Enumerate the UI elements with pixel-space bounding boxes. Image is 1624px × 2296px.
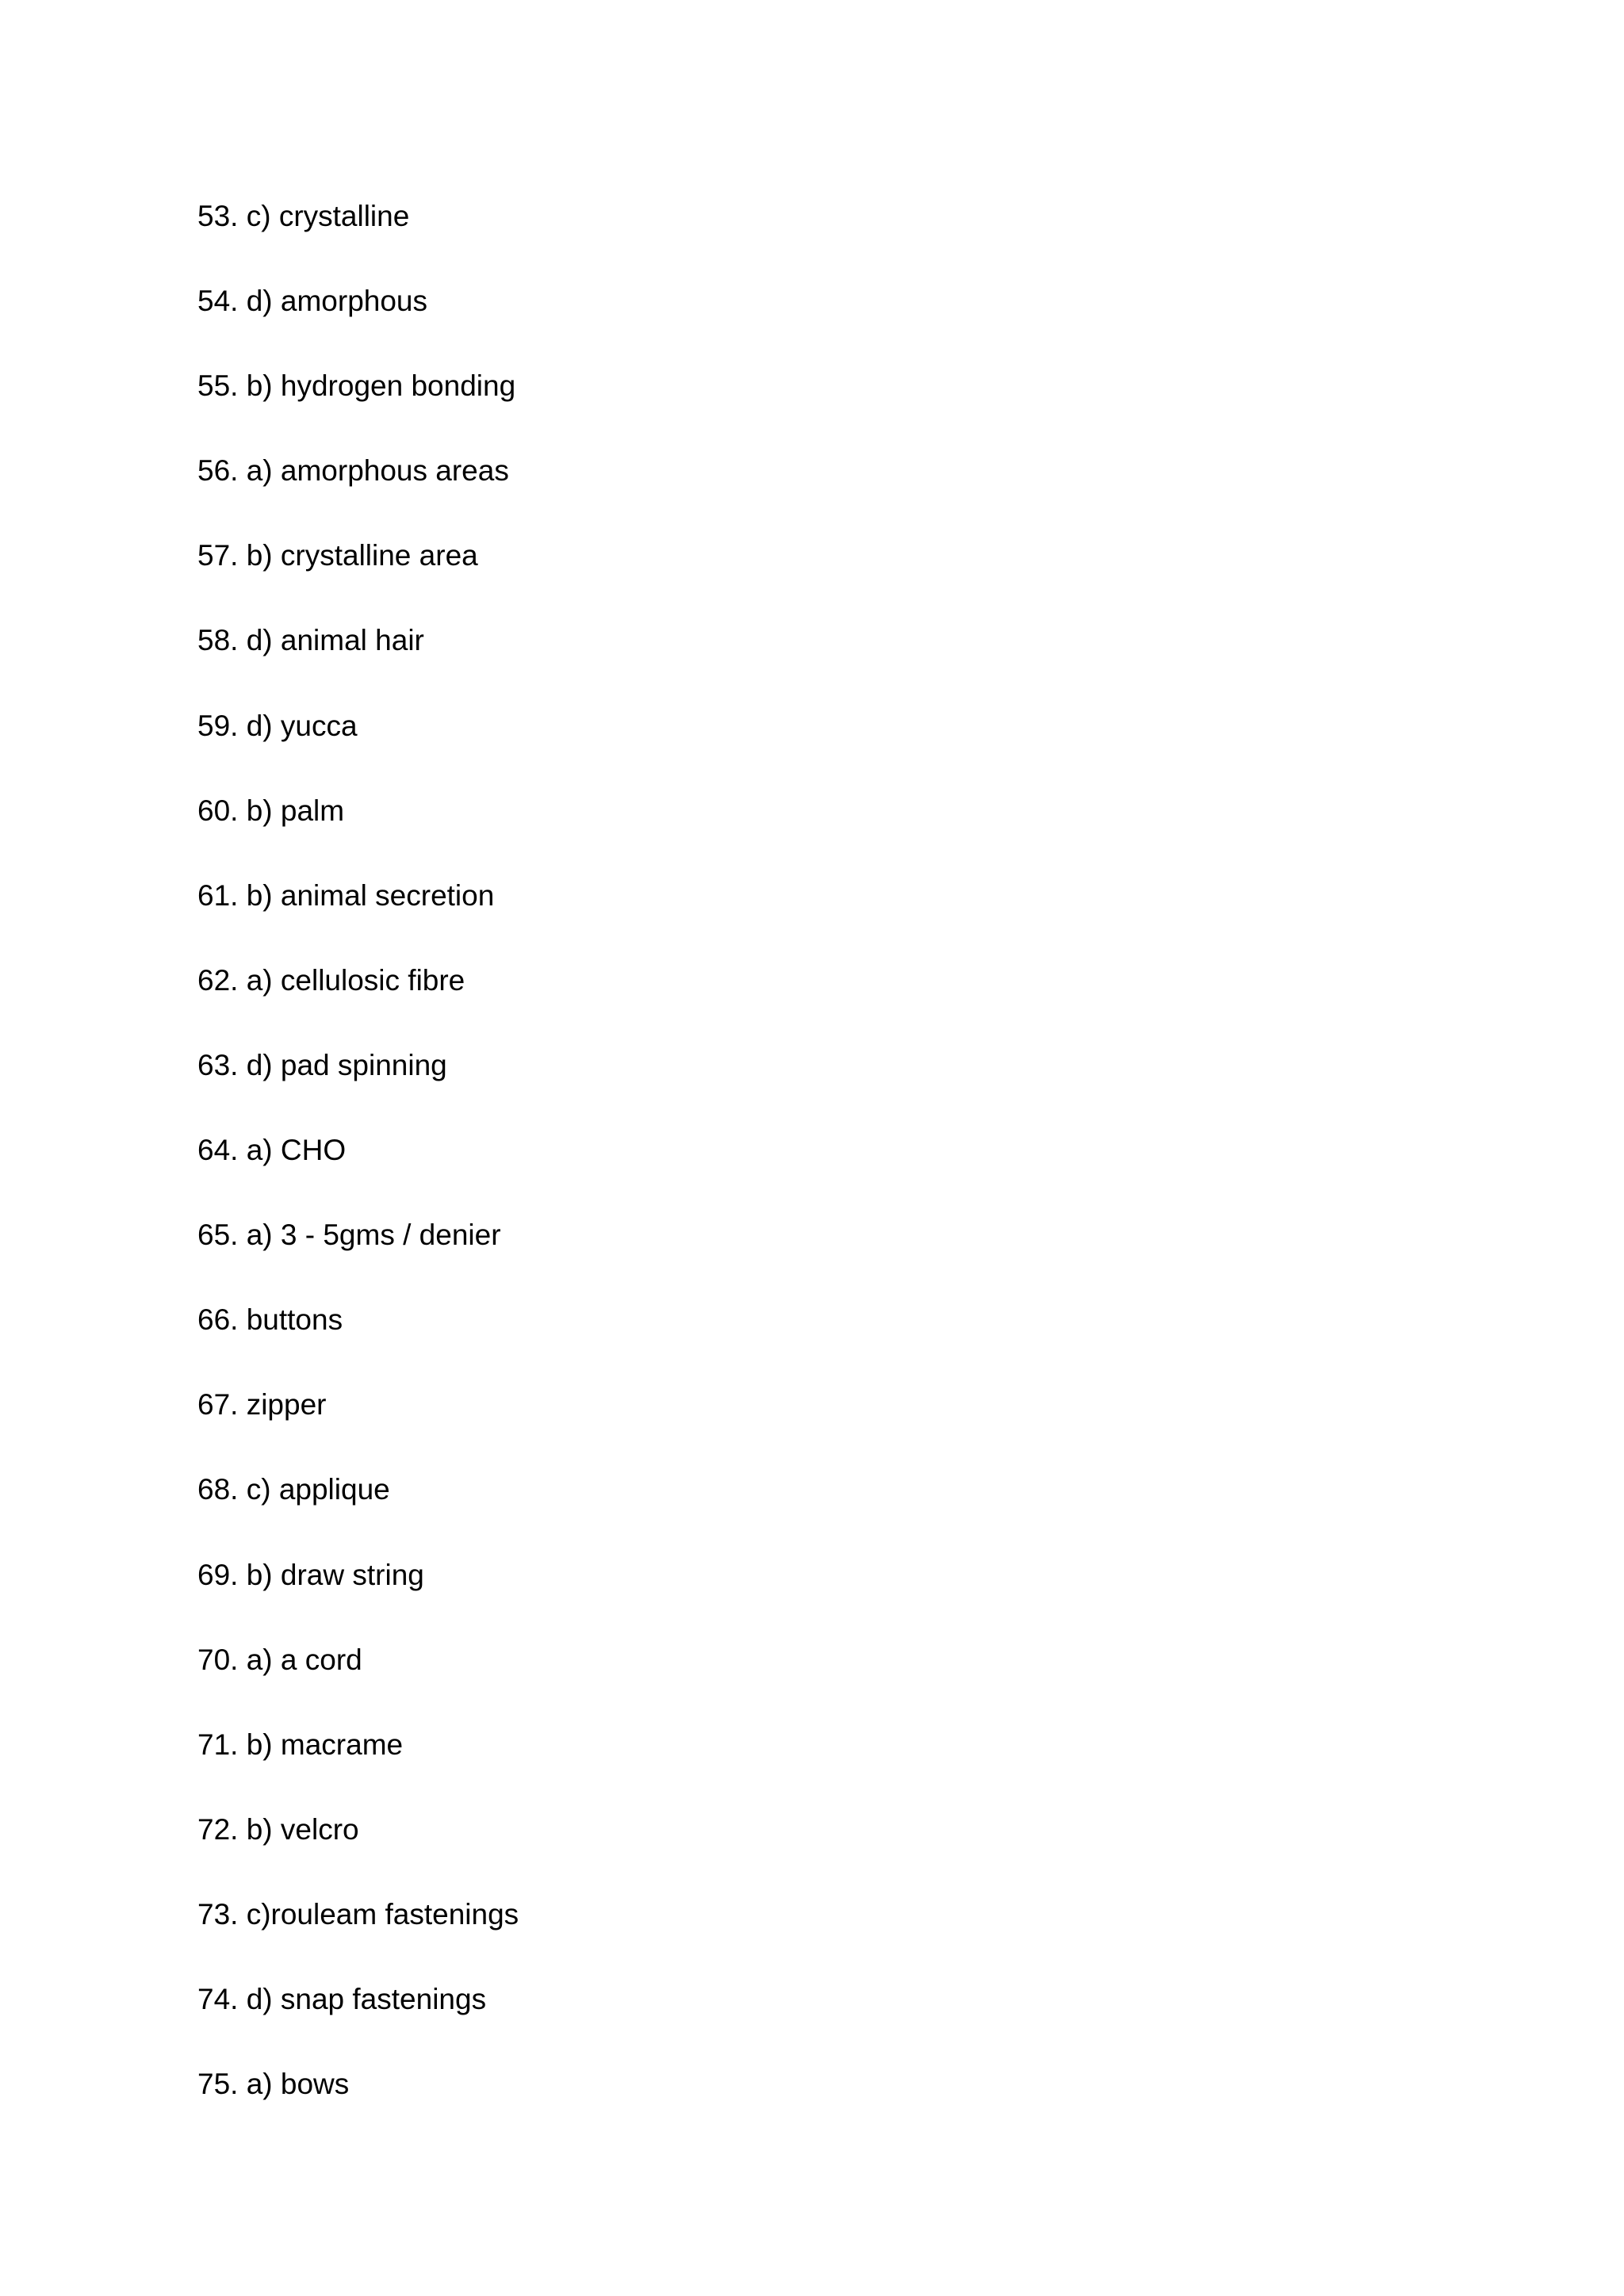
answer-item: 74. d) snap fastenings [197, 1982, 487, 2015]
answer-item: 66. buttons [197, 1303, 343, 1337]
answer-item: 73. c)rouleam fastenings [197, 1897, 519, 1931]
answer-item: 68. c) applique [197, 1473, 390, 1506]
answer-item: 59. d) yucca [197, 709, 358, 742]
answer-item: 72. b) velcro [197, 1812, 359, 1846]
answer-item: 56. a) amorphous areas [197, 454, 509, 488]
answer-item: 63. d) pad spinning [197, 1048, 447, 1081]
answer-item: 55. b) hydrogen bonding [197, 369, 516, 403]
answer-item: 62. a) cellulosic fibre [197, 963, 465, 997]
answer-item: 64. a) CHO [197, 1134, 347, 1167]
answer-item: 69. b) draw string [197, 1558, 424, 1591]
answer-item: 58. d) animal hair [197, 624, 424, 657]
answer-item: 54. d) amorphous [197, 285, 428, 318]
answer-item: 70. a) a cord [197, 1643, 362, 1676]
answer-item: 65. a) 3 - 5gms / denier [197, 1219, 501, 1252]
answer-item: 60. b) palm [197, 794, 345, 827]
answer-item: 71. b) macrame [197, 1728, 404, 1761]
answer-item: 57. b) crystalline area [197, 539, 478, 572]
answer-item: 75. a) bows [197, 2068, 350, 2101]
answer-item: 67. zipper [197, 1388, 327, 1422]
answer-item: 53. c) crystalline [197, 200, 410, 232]
answer-list [197, 193, 519, 2145]
answer-item: 61. b) animal secretion [197, 878, 495, 912]
